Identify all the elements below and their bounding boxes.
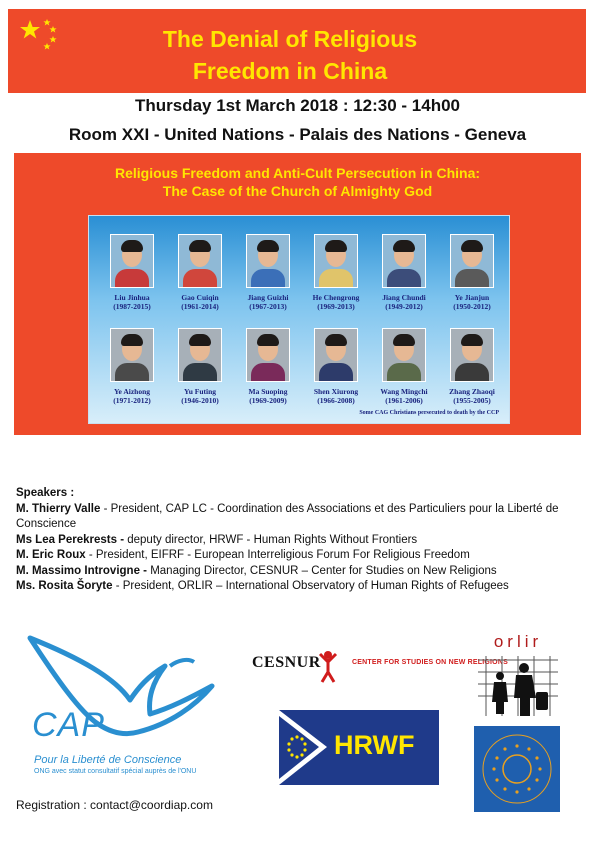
- victim-card: [169, 328, 231, 405]
- speaker-entry: [16, 564, 586, 580]
- victim-name: Gao Cuiqin: [181, 293, 219, 302]
- victim-portrait-icon: [246, 234, 290, 288]
- victim-years: (1969-2009): [249, 396, 287, 405]
- victim-portrait-icon: [110, 234, 154, 288]
- victim-card: [441, 328, 503, 405]
- victims-photo-board: [88, 215, 510, 424]
- victim-card: [373, 328, 435, 405]
- victim-years: (1949-2012): [385, 302, 423, 311]
- victim-years: (1946-2010): [181, 396, 219, 405]
- victim-portrait-icon: [178, 234, 222, 288]
- speaker-name: M. Thierry Valle: [16, 502, 101, 515]
- registration-contact: Registration : contact@coordiap.com: [16, 798, 213, 812]
- victim-portrait-icon: [314, 234, 358, 288]
- cesnur-tagline: CENTER FOR STUDIES ON NEW RELIGIONS: [352, 659, 508, 666]
- victim-card: [441, 234, 503, 311]
- speaker-entry: [16, 579, 586, 595]
- event-date-time: Thursday 1st March 2018 : 12:30 - 14h00: [134, 96, 461, 115]
- panel-subtitle-line-2: The Case of the Church of Almighty God: [162, 183, 433, 199]
- speaker-role: deputy director, HRWF - Human Rights Without Frontiers: [124, 533, 418, 546]
- victim-name: Wang Mingchi: [380, 387, 428, 396]
- victim-name: Zhang Zhaoqi: [449, 387, 495, 396]
- victim-card: [237, 328, 299, 405]
- victim-card: [237, 234, 299, 311]
- victim-name: Jiang Chundi: [382, 293, 426, 302]
- speaker-entry: [16, 502, 586, 533]
- speakers-section: [16, 486, 586, 595]
- victim-years: (1961-2006): [385, 396, 423, 405]
- speaker-entry: [16, 533, 586, 549]
- victim-name: He Chengrong: [312, 293, 360, 302]
- victim-years: (1955-2005): [453, 396, 491, 405]
- victim-card: [305, 328, 367, 405]
- victim-card: [101, 328, 163, 405]
- victim-portrait-icon: [178, 328, 222, 382]
- speaker-name: M. Massimo Introvigne -: [16, 564, 147, 577]
- event-location: Room XXI - United Nations - Palais des Nations - Geneva: [68, 125, 527, 144]
- victim-name: Liu Jinhua: [114, 293, 150, 302]
- speaker-role: Managing Director, CESNUR – Center for Studies on New Religions: [147, 564, 497, 577]
- cap-tagline: Pour la Liberté de Conscience: [34, 754, 182, 766]
- victim-portrait-icon: [450, 234, 494, 288]
- speaker-name: M. Eric Roux: [16, 549, 86, 561]
- victim-portrait-icon: [314, 328, 358, 382]
- speaker-name: Ms. Rosita Šoryte: [16, 580, 113, 592]
- cap-status: ONG avec statut consultatif spécial auprès de l'ONU: [34, 768, 197, 775]
- eifrf-logo-icon: [474, 726, 560, 812]
- victim-years: (1969-2013): [317, 302, 355, 311]
- victim-years: (1961-2014): [181, 302, 219, 311]
- speaker-role: - President, EIFRF - European Interreligious Forum For Religious Freedom: [85, 549, 470, 561]
- speaker-name: Ms Lea Perekrests -: [16, 533, 125, 546]
- hrwf-logo-text: HRWF: [334, 730, 415, 760]
- victim-portrait-icon: [450, 328, 494, 382]
- victim-card: [373, 234, 435, 311]
- victim-years: (1987-2015): [113, 302, 151, 311]
- orlir-logo-text: orlir: [493, 632, 543, 651]
- panel-subtitle-line-1: Religious Freedom and Anti-Cult Persecution in China:: [114, 165, 481, 181]
- victim-card: [101, 234, 163, 311]
- speaker-role: - President, ORLIR – International Observatory of Human Rights of Refugees: [112, 580, 509, 592]
- victim-portrait-icon: [246, 328, 290, 382]
- victim-name: Ye Aizhong: [113, 387, 151, 396]
- victim-card: [169, 234, 231, 311]
- victim-portrait-icon: [110, 328, 154, 382]
- victim-name: Ma Suoping: [248, 387, 288, 396]
- victim-years: (1967-2013): [249, 302, 287, 311]
- photo-board-caption: Some CAG Christians persecuted to death by the CCP: [359, 410, 499, 416]
- victim-portrait-icon: [382, 234, 426, 288]
- victim-portrait-icon: [382, 328, 426, 382]
- victim-years: (1966-2008): [317, 396, 355, 405]
- page-title-line-2: Freedom in China: [192, 58, 388, 84]
- speaker-role: - President, CAP LC - Coordination des Associations et des Particuliers pour la Liberté de Conscience: [16, 502, 559, 530]
- speakers-heading: Speakers :: [16, 487, 75, 499]
- victim-card: [305, 234, 367, 311]
- victim-name: Jiang Guizhi: [247, 293, 289, 302]
- cap-logo-text: CAP: [32, 706, 105, 744]
- speaker-entry: [16, 548, 586, 564]
- victim-name: Shen Xiurong: [313, 387, 359, 396]
- victim-years: (1950-2012): [453, 302, 491, 311]
- victim-name: Ye Jianjun: [454, 293, 490, 302]
- victim-years: (1971-2012): [113, 396, 151, 405]
- page-title-line-1: The Denial of Religious: [162, 26, 418, 52]
- victim-name: Yu Futing: [183, 387, 217, 396]
- cesnur-logo-text: CESNUR: [252, 654, 321, 671]
